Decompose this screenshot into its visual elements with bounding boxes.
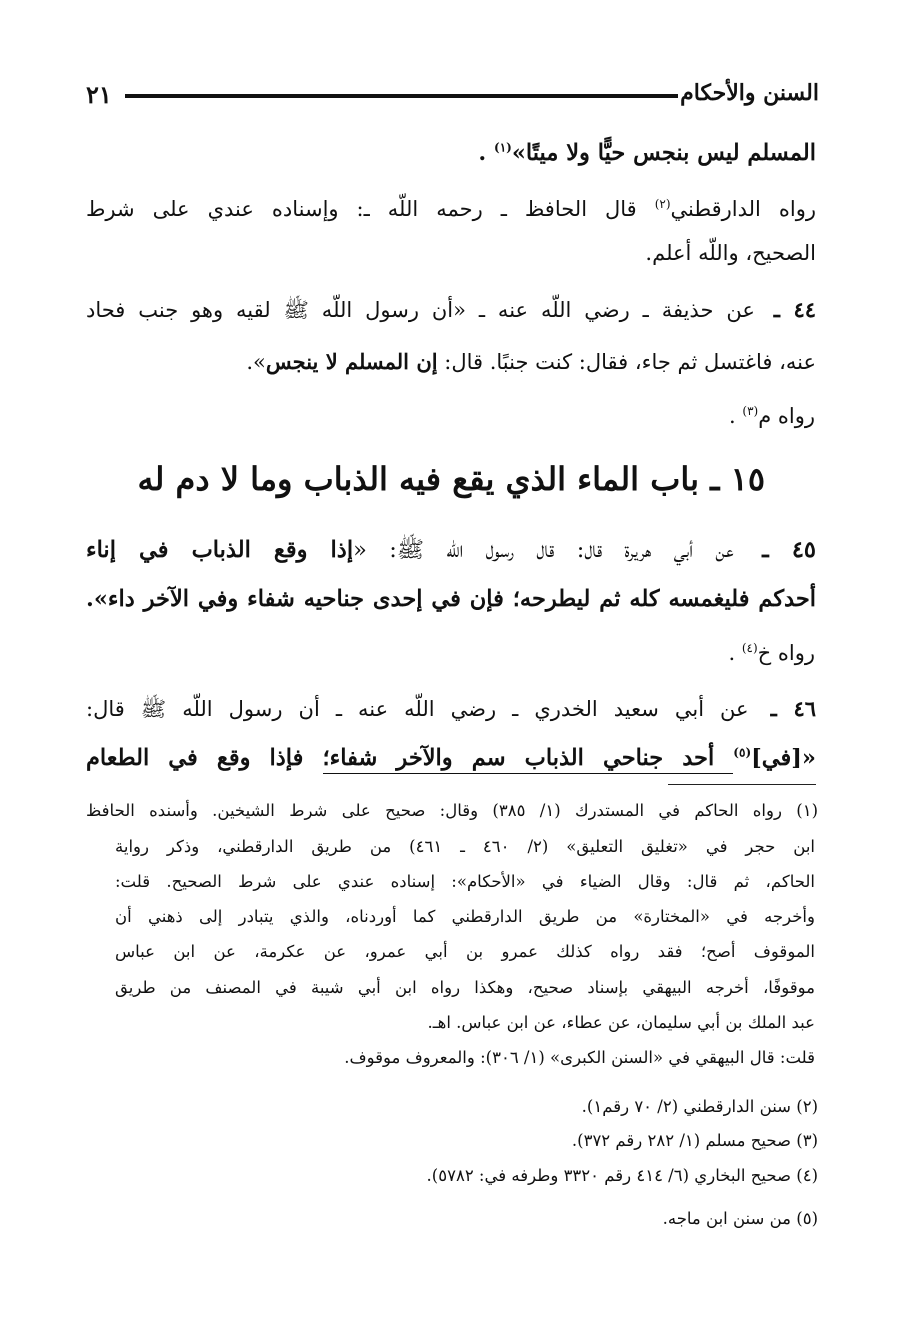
running-header-title: السنن والأحكام [680, 80, 819, 106]
footnote-1-line-4: وأخرجه في «المختارة» من طريق الدارقطني كما أوردناه، والذي يتبادر إلى ذهني أن [115, 907, 815, 926]
footnote-separator [668, 784, 816, 785]
footnote-2: (٢) سنن الدارقطني (٢/ ٧٠ رقم١). [581, 1097, 818, 1116]
footnote-ref-3: (٣) [742, 404, 759, 418]
hadith-number-46: ٤٦ ـ [770, 696, 816, 721]
footnote-1-line-3: الحاكم، ثم قال: وقال الضياء في «الأحكام»: إسناده عندي على شرط الصحيح. قلت: [115, 872, 815, 891]
hadith-number-45: ٤٥ ـ [762, 537, 816, 563]
hadith-46-line-1: ٤٦ ـ عن أبي سعيد الخدري ـ رضي اللّه عنه ـ أن رسول اللّه ﷺ قال: [86, 696, 816, 721]
footnote-ref-1: (١) [494, 140, 512, 155]
hadith-44-source: رواه م$^{(٣)}$ . [729, 404, 815, 428]
footnote-ref-2: (٢) [654, 197, 671, 211]
hadith-45-line-2: أحدكم فليغمسه كله ثم ليطرحه؛ فإن في إحدى جناحيه شفاء وفي الآخر داء». [86, 586, 816, 612]
footnote-1-line-1: (١) رواه الحاكم في المستدرك (١/ ٣٨٥) وقال: صحيح على شرط الشيخين. وأسنده الحافظ [86, 801, 818, 820]
hadith-46-line-2: «[في]$^{(٥)}$ أحد جناحي الذباب سم والآخر شفاء؛ فإذا وقع في الطعام [86, 742, 816, 774]
chapter-heading: ١٥ ـ باب الماء الذي يقع فيه الذباب وما لا دم له [137, 460, 765, 498]
footnote-1-line-6: موقوفًا، أخرجه البيهقي بإسناد صحيح، وهكذا رواه ابن أبي شيبة في المصنف من طريق [115, 978, 815, 997]
hadith-44-line-2: عنه، فاغتسل ثم جاء، فقال: كنت جنبًا. قال: إن المسلم لا ينجس». [246, 349, 816, 374]
hadith-44-line-1: ٤٤ ـ عن حذيفة ـ رضي اللّه عنه ـ «أن رسول اللّه ﷺ لقيه وهو جنب فحاد [86, 297, 816, 322]
footnote-5: (٥) من سنن ابن ماجه. [662, 1209, 818, 1228]
body-line-3: الصحيح، واللّه أعلم. [645, 241, 816, 265]
footnote-ref-4: (٤) [741, 641, 758, 655]
page-number: ٢١ [86, 80, 112, 109]
footnote-4: (٤) صحيح البخاري (٦/ ٤١٤ رقم ٣٣٢٠ وطرفه في: ٥٧٨٢). [426, 1166, 818, 1185]
footnote-1-line-7: عبد الملك بن أبي سليمان، عن عطاء، عن ابن عباس. اهـ. [427, 1013, 815, 1032]
footnote-1-line-2: ابن حجر في «تغليق التعليق» (٢/ ٤٦٠ ـ ٤٦١) من طريق الدارقطني، وذكر رواية [115, 837, 816, 856]
footnote-3: (٣) صحيح مسلم (١/ ٢٨٢ رقم ٣٧٢). [571, 1131, 818, 1150]
header-rule [125, 94, 678, 98]
body-line-2: رواه الدارقطني$^{(٢)}$ قال الحافظ ـ رحمه اللّه ـ: وإسناده عندي على شرط [86, 197, 816, 221]
hadith-45-line-1: ٤٥ ـ عن أبي هريرة قال: قال رسول اللّه ﷺ: «إذا وقع الذباب في إناء [86, 537, 816, 563]
body-line-1: المسلم ليس بنجس حيًّا ولا ميتًا»$^{(١)}$ . [478, 140, 816, 166]
footnote-ref-5: (٥) [733, 745, 752, 760]
hadith-45-source: رواه خ$^{(٤)}$ . [728, 641, 815, 665]
footnote-1-line-5: الموقوف أصح؛ فقد رواه كذلك عمرو بن أبي عمرو، عن عكرمة، عن ابن عباس [115, 942, 815, 961]
footnote-1-line-8: قلت: قال البيهقي في «السنن الكبرى» (١/ ٣٠٦): والمعروف موقوف. [344, 1048, 815, 1067]
hadith-number-44: ٤٤ ـ [773, 297, 816, 322]
